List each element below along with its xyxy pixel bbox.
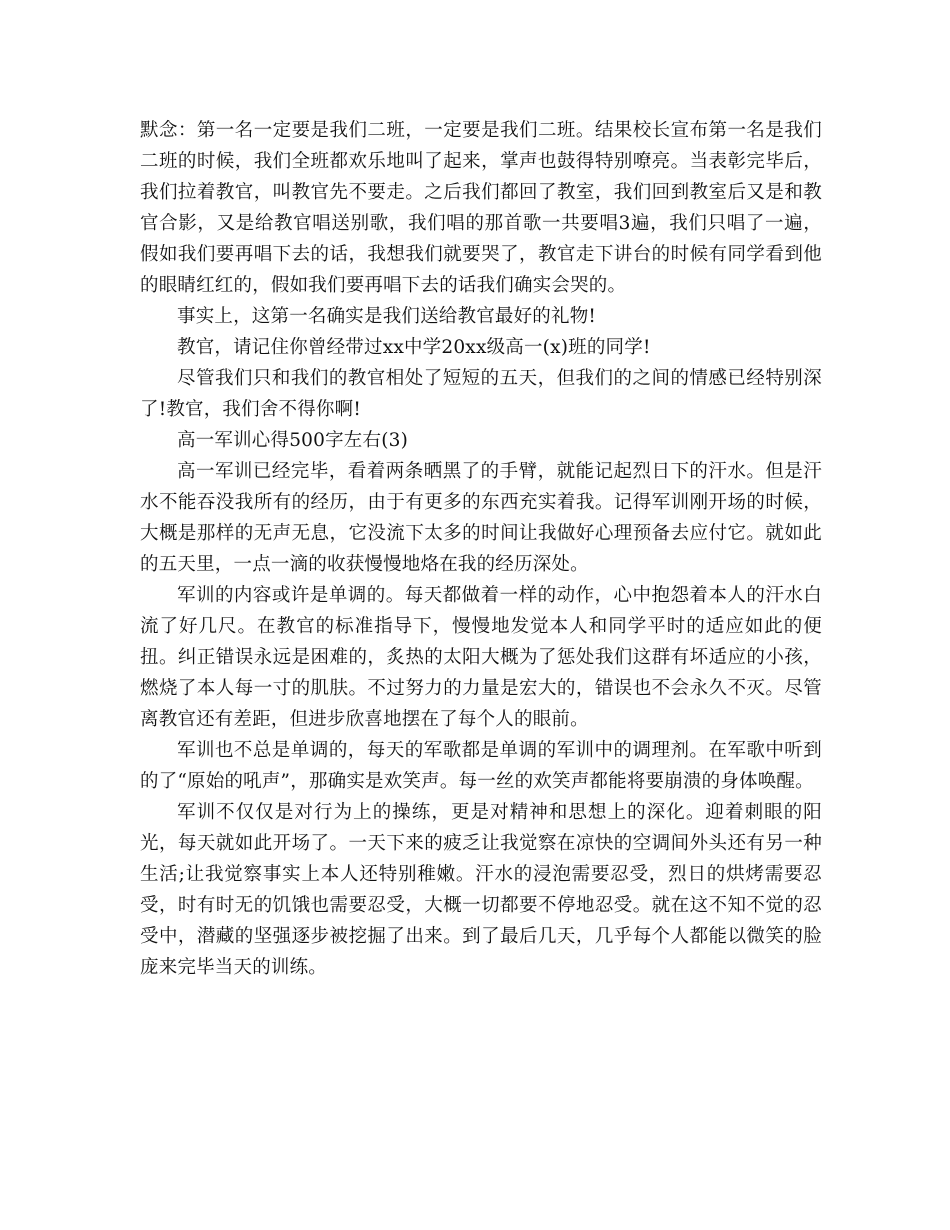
section-heading: 高一军训心得500字左右(3) [177, 430, 409, 451]
document-page [140, 115, 822, 983]
paragraph-7: 军训的内容或许是单调的。每天都做着一样的动作，心中抱怨着本人的汗水白流了好几尺。在教官的标准指导下，慢慢地发觉本人和同学平时的适应如此的便扭。纠正错误永远是困难的，炙热的太阳大概为了惩处我们这群有坏适应的小孩，燃烧了本人每一寸的肌肤。不过努力的力量是宏大的，错误也不会永久不灭。尽管离教官还有差距，但进步欣喜地摆在了每个人的眼前。 [140, 585, 822, 730]
paragraph-6: 高一军训已经完毕，看着两条晒黑了的手臂，就能记起烈日下的汗水。但是汗水不能吞没我所有的经历，由于有更多的东西充实着我。记得军训刚开场的时候，大概是那样的无声无息，它没流下太多的时间让我做好心理预备去应付它。就如此的五天里，一点一滴的收获慢慢地烙在我的经历深处。 [140, 461, 822, 575]
paragraph-2: 事实上，这第一名确实是我们送给教官最好的礼物! [177, 306, 597, 327]
paragraph-4: 尽管我们只和我们的教官相处了短短的五天，但我们的之间的情感已经特别深了!教官，我们舍不得你啊! [140, 368, 822, 420]
paragraph-1: 默念：第一名一定要是我们二班，一定要是我们二班。结果校长宣布第一名是我们二班的时候，我们全班都欢乐地叫了起来，掌声也鼓得特别嘹亮。当表彰完毕后，我们拉着教官，叫教官先不要走。之后我们都回了教室，我们回到教室后又是和教官合影，又是给教官唱送别歌，我们唱的那首歌一共要唱3遍，我们只唱了一遍，假如我们要再唱下去的话，我想我们就要哭了，教官走下讲台的时候有同学看到他的眼睛红红的，假如我们要再唱下去的话我们确实会哭的。 [140, 120, 822, 296]
paragraph-9: 军训不仅仅是对行为上的操练，更是对精神和思想上的深化。迎着刺眼的阳光，每天就如此开场了。一天下来的疲乏让我觉察在凉快的空调间外头还有另一种生活;让我觉察事实上本人还特别稚嫩。汗水的浸泡需要忍受，烈日的烘烤需要忍受，时有时无的饥饿也需要忍受，大概一切都要不停地忍受。就在这不知不觉的忍受中，潜藏的坚强逐步被挖掘了出来。到了最后几天，几乎每个人都能以微笑的脸庞来完毕当天的训练。 [140, 802, 822, 978]
paragraph-8: 军训也不总是单调的，每天的军歌都是单调的军训中的调理剂。在军歌中听到的了“原始的吼声”，那确实是欢笑声。每一丝的欢笑声都能将要崩溃的身体唤醒。 [140, 740, 822, 792]
paragraph-3: 教官，请记住你曾经带过xx中学20xx级高一(x)班的同学! [177, 337, 651, 358]
